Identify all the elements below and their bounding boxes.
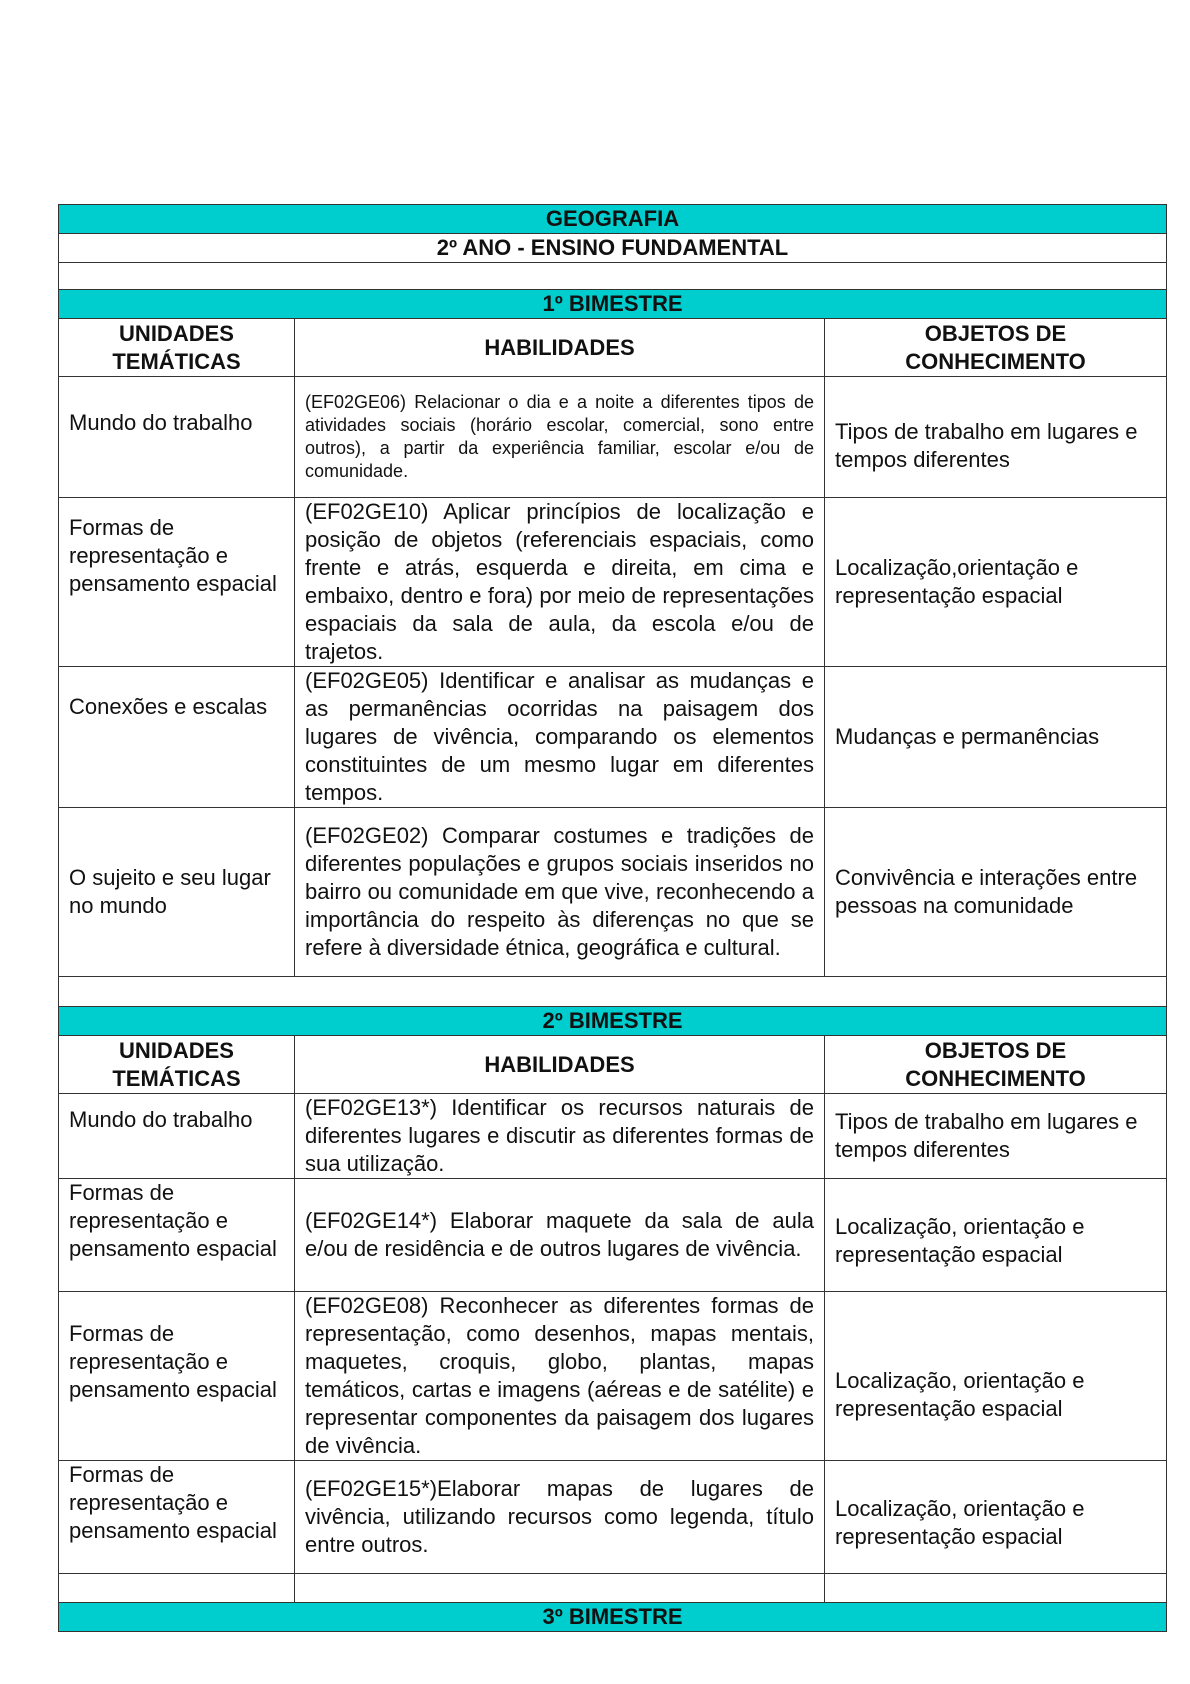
objeto-cell: Tipos de trabalho em lugares e tempos diferentes — [825, 377, 1167, 498]
unidade-cell: Formas de representação e pensamento espacial — [59, 1292, 295, 1461]
habilidade-cell: (EF02GE06) Relacionar o dia e a noite a diferentes tipos de atividades sociais (horário escolar, comercial, sono entre outros), a partir da experiência familiar, escolar e/ou de comunidade. — [295, 377, 825, 498]
habilidade-cell: (EF02GE14*) Elaborar maquete da sala de aula e/ou de residência e de outros lugares de vivência. — [295, 1179, 825, 1292]
grade-row — [59, 234, 1167, 263]
unidade-cell: Conexões e escalas — [59, 667, 295, 808]
unidade-cell: Formas de representação e pensamento espacial — [59, 498, 295, 667]
bimestre-1-band — [59, 290, 1167, 319]
empty-row — [59, 1574, 1167, 1603]
habilidade-cell: (EF02GE13*) Identificar os recursos naturais de diferentes lugares e discutir as diferentes formas de sua utilização. — [295, 1094, 825, 1179]
header-objetos: OBJETOS DE CONHECIMENTO — [825, 1036, 1167, 1094]
habilidade-cell: (EF02GE05) Identificar e analisar as mudanças e as permanências ocorridas na paisagem dos lugares de vivência, comparando os elementos constituintes de um mesmo lugar em diferentes tempos. — [295, 667, 825, 808]
objeto-cell: Convivência e interações entre pessoas na comunidade — [825, 808, 1167, 977]
subject-title: GEOGRAFIA — [59, 205, 1167, 234]
header-objetos: OBJETOS DE CONHECIMENTO — [825, 319, 1167, 377]
bimestre-1-label: 1º BIMESTRE — [59, 290, 1167, 319]
habilidade-cell: (EF02GE10) Aplicar princípios de localização e posição de objetos (referenciais espaciais, como frente e atrás, esquerda e direita, em cima e embaixo, dentro e fora) por meio de representações espaciais da sala de aula, da escola e/ou de trajetos. — [295, 498, 825, 667]
unidade-cell: Mundo do trabalho — [59, 1094, 295, 1179]
table-row — [59, 1179, 1167, 1292]
header-row-2 — [59, 1036, 1167, 1094]
objeto-cell: Tipos de trabalho em lugares e tempos diferentes — [825, 1094, 1167, 1179]
table-row — [59, 498, 1167, 667]
habilidade-cell: (EF02GE02) Comparar costumes e tradições de diferentes populações e grupos sociais inseridos no bairro ou comunidade em que vive, reconhecendo a importância do respeito às diferenças no que se refere à diversidade étnica, geográfica e cultural. — [295, 808, 825, 977]
curriculum-table — [58, 204, 1167, 1632]
table-row — [59, 1094, 1167, 1179]
header-habilidades: HABILIDADES — [295, 319, 825, 377]
bimestre-2-band — [59, 1007, 1167, 1036]
grade-subtitle: 2º ANO - ENSINO FUNDAMENTAL — [59, 234, 1167, 263]
table-row — [59, 1461, 1167, 1574]
header-unidades: UNIDADES TEMÁTICAS — [59, 319, 295, 377]
spacer-row — [59, 977, 1167, 1007]
header-row-1 — [59, 319, 1167, 377]
objeto-cell: Localização, orientação e representação espacial — [825, 1461, 1167, 1574]
unidade-cell: O sujeito e seu lugar no mundo — [59, 808, 295, 977]
objeto-cell: Localização,orientação e representação espacial — [825, 498, 1167, 667]
habilidade-cell: (EF02GE15*)Elaborar mapas de lugares de vivência, utilizando recursos como legenda, título entre outros. — [295, 1461, 825, 1574]
header-habilidades: HABILIDADES — [295, 1036, 825, 1094]
objeto-cell: Localização, orientação e representação espacial — [825, 1179, 1167, 1292]
table-row — [59, 808, 1167, 977]
bimestre-3-band — [59, 1603, 1167, 1632]
unidade-cell: Mundo do trabalho — [59, 377, 295, 498]
habilidade-cell: (EF02GE08) Reconhecer as diferentes formas de representação, como desenhos, mapas mentais, maquetes, croquis, globo, plantas, mapas temáticos, cartas e imagens (aéreas e de satélite) e representar componentes da paisagem dos lugares de vivência. — [295, 1292, 825, 1461]
bimestre-3-label: 3º BIMESTRE — [59, 1603, 1167, 1632]
bimestre-2-label: 2º BIMESTRE — [59, 1007, 1167, 1036]
unidade-cell: Formas de representação e pensamento espacial — [59, 1179, 295, 1292]
title-row — [59, 205, 1167, 234]
objeto-cell: Mudanças e permanências — [825, 667, 1167, 808]
table-row — [59, 667, 1167, 808]
table-row — [59, 377, 1167, 498]
header-unidades: UNIDADES TEMÁTICAS — [59, 1036, 295, 1094]
unidade-cell: Formas de representação e pensamento espacial — [59, 1461, 295, 1574]
objeto-cell: Localização, orientação e representação espacial — [825, 1292, 1167, 1461]
table-row — [59, 1292, 1167, 1461]
spacer-row — [59, 263, 1167, 290]
